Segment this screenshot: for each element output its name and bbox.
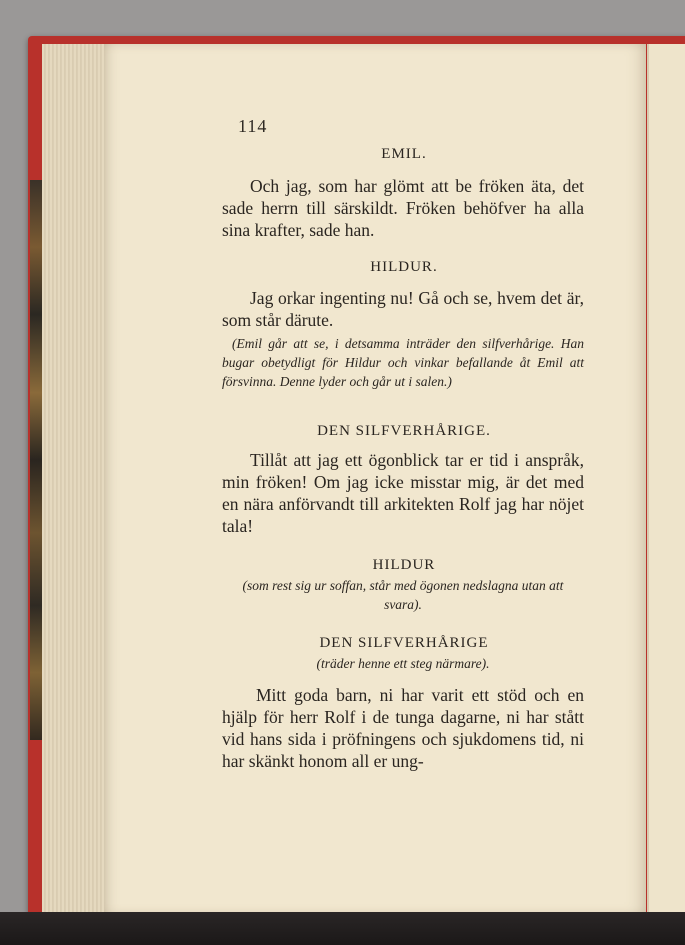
page-edges [42,44,107,914]
facing-page [647,44,685,914]
page-number: 114 [238,116,268,136]
speaker-hildur-1: HILDUR. [370,259,438,275]
paragraph-2: Jag orkar ingenting nu! Gå och se, hvem det är, som står därute. [222,288,584,330]
speaker-hildur-2: HILDUR [372,557,436,573]
paragraph-1: Och jag, som har glömt att be fröken äta, det sade herrn till särskildt. Fröken behöfver ha alla sina krafter, sade han. [222,176,584,240]
paragraph-3: Tillåt att jag ett ögonblick tar er tid i anspråk, min fröken! Om jag icke misstar mig, är det med en nära anförvandt till arkitekten Rolf jag har nöjet tala! [222,450,584,536]
bottom-shadow [0,912,685,945]
stage-direction-2: (som rest sig ur soffan, står med ögonen nedslagna utan att svara). [242,578,564,612]
paragraph-4: Mitt goda barn, ni har varit ett stöd och en hjälp för herr Rolf i de tunga dagarne, ni har stått vid hans sida i pröfningens och sjukdomens tid, ni har skänkt honom all er ung- [222,685,584,771]
speaker-silfverharige-2: DEN SILFVERHÅRIGE [319,635,489,651]
stage-direction-1: (Emil går att se, i detsamma inträder den silfverhårige. Han bugar obetydligt för Hildur och vinkar befallande åt Emil att försvinna. Denne lyder och går ut i salen.) [222,336,584,389]
speaker-silfverharige-1: DEN SILFVERHÅRIGE. [317,423,491,439]
speaker-emil: EMIL. [381,146,427,162]
stage-direction-3: (träder henne ett steg närmare). [316,656,490,671]
